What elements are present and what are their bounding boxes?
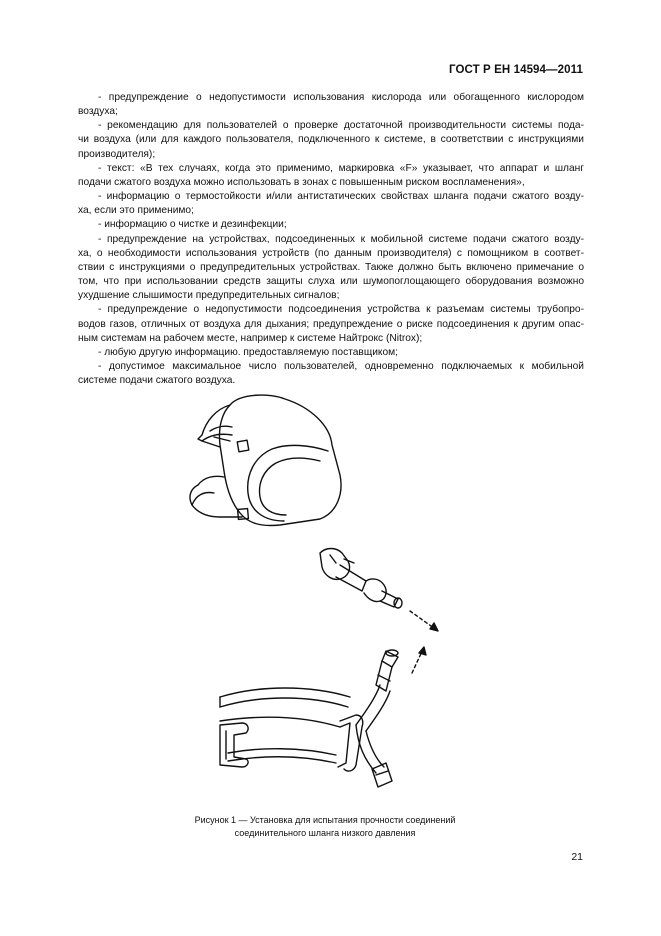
caption-line: соединительного шланга низкого давления	[234, 828, 416, 838]
lower-belt-illustration	[220, 650, 398, 787]
text-line: - текст: «В тех случаях, когда это применимо, маркировка «F» указывает, что аппарат и шланг	[98, 162, 584, 174]
text-line: ствии с инструкциями о предупредительных устройствах. Также должно быть включено примечание о	[78, 261, 584, 273]
text-line: ха, о необходимости использования устройств (по данным производителя) с помощником в соответ-	[78, 247, 584, 259]
paragraph	[78, 91, 584, 119]
paragraph	[78, 190, 584, 218]
text-line: производителя);	[78, 148, 156, 160]
paragraph	[78, 162, 584, 190]
text-line: - рекомендацию для пользователей о проверке достаточной производительности системы пода-	[98, 120, 584, 132]
paragraph	[78, 119, 584, 161]
text-line: - допустимое максимальное число пользователей, одновременно подключаемых к мобильной	[98, 360, 584, 372]
standard-code: ГОСТ Р ЕН 14594—2011	[448, 64, 583, 76]
text-line: подачи сжатого воздуха можно использовать в зонах с повышенным риском воспламенения»,	[78, 176, 525, 188]
text-line: ухудшение слышимости предупредительных сигналов;	[78, 290, 340, 302]
text-line: водов газов, отличных от воздуха для дыхания; предупреждение о риске подсоединения к другим опас-	[78, 318, 584, 330]
text-line: - предупреждение на устройствах, подсоединенных к мобильной системе подачи сжатого возду-	[98, 233, 584, 245]
paragraph	[78, 233, 584, 304]
text-line: чи воздуха (или для каждого пользователя, подключенного к системе, в соответствии с инструкциями	[78, 134, 584, 146]
page-number: 21	[571, 851, 583, 863]
text-line: ха, если это применимо;	[78, 205, 194, 217]
text-line: - предупреждение о недопустимости использования кислорода или обогащенного кислородом	[98, 92, 584, 103]
paragraph	[78, 346, 584, 360]
figure-hose-coupling-test	[180, 385, 460, 805]
text-line: ным системам на рабочем месте, например к системе Найтрокс (Nitrox);	[78, 332, 423, 344]
text-line: - любую другую информацию. предоставляемую поставщиком;	[98, 346, 398, 358]
document-header	[449, 64, 583, 76]
paragraph	[78, 218, 584, 232]
upper-harness-illustration	[190, 395, 402, 608]
text-line: том, что при использовании средств защиты слуха или шумопоглощающего оборудования возможно	[78, 276, 584, 288]
paragraph	[78, 303, 584, 345]
body-text	[78, 91, 584, 388]
text-line: - предупреждение о недопустимости подсоединения устройства к разъемам системы трубопро-	[98, 304, 584, 316]
caption-line: Рисунок 1 — Установка для испытания прочности соединений	[194, 815, 456, 825]
text-line: - информацию о термостойкости и/или антистатических свойствах шланга подачи сжатого возду-	[98, 191, 584, 203]
force-arrow-down	[410, 611, 438, 631]
text-line: системе подачи сжатого воздуха.	[78, 375, 236, 387]
text-line: воздуха;	[78, 106, 118, 118]
force-arrow-up	[412, 647, 426, 673]
figure-caption	[120, 814, 530, 840]
text-line: - информацию о чистке и дезинфекции;	[98, 219, 287, 231]
